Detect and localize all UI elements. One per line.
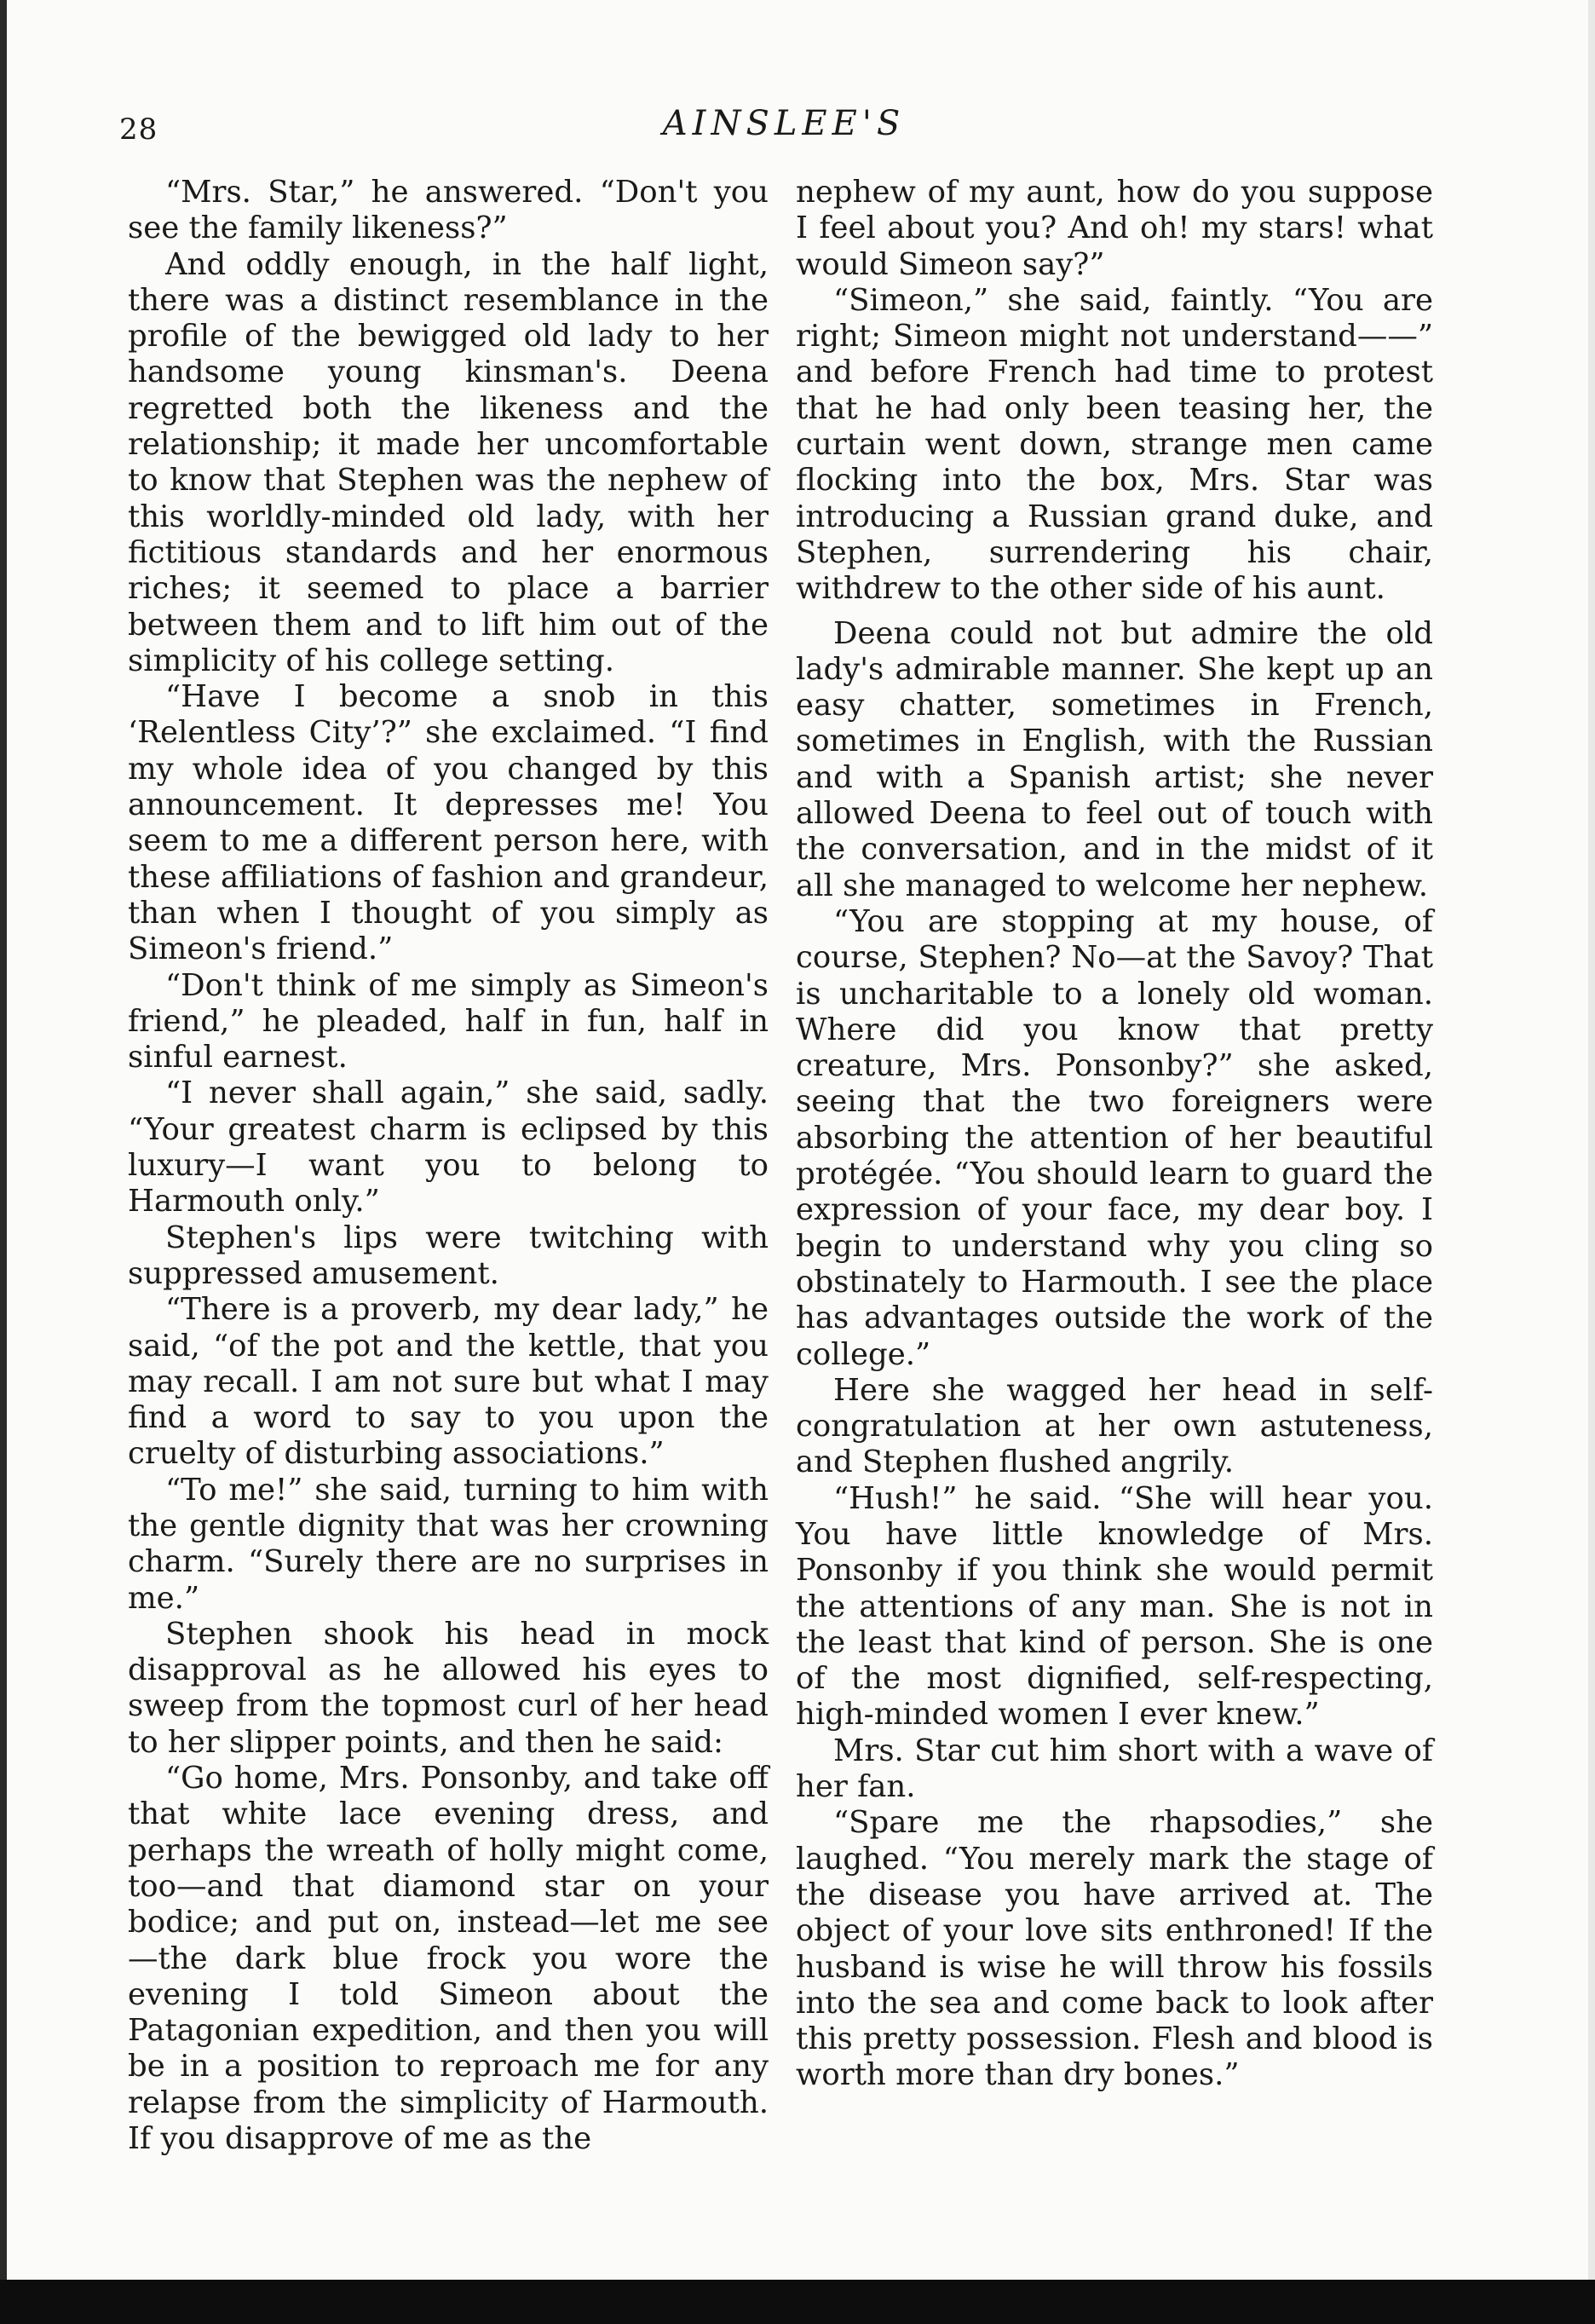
paragraph: Stephen's lips were twitching with suppressed amusement. [128,1220,769,1291]
right-column [796,175,1433,2094]
paragraph: “Simeon,” she said, faintly. “You are right; Simeon might not understand——” and before French had time to protest that he had only been teasing her, the curtain went down, strange men came flocking into the box, Mrs. Star was introducing a Russian grand duke, and Stephen, surrendering his chair, withdrew to the other side of his aunt. [796,282,1433,607]
running-head: AINSLEE'S [662,104,906,143]
paragraph: “I never shall again,” she said, sadly. “Your greatest charm is eclipsed by this luxury—I want you to belong to Harmouth only.” [128,1075,769,1220]
page-header [119,101,1448,152]
paragraph: “You are stopping at my house, of course, Stephen? No—at the Savoy? That is uncharitable to a lonely old woman. Where did you know that pretty creature, Mrs. Ponsonby?” she asked, seeing that the two foreigners were absorbing the attention of her beautiful protégée. “You should learn to guard the expression of your face, my dear boy. I begin to understand why you cling so obstinately to Harmouth. I see the place has advantages outside the work of the college.” [796,903,1433,1372]
left-column [128,175,769,2157]
paragraph: “Hush!” he said. “She will hear you. You have little knowledge of Mrs. Ponsonby if you think she would permit the attentions of any man. She is not in the least that kind of person. She is one of the most dignified, self-respecting, high-minded women I ever knew.” [796,1480,1433,1733]
page-left-edge [0,0,7,2324]
paragraph: “Have I become a snob in this ‘Relentless City’?” she exclaimed. “I find my whole idea of you changed by this announcement. It depresses me! You seem to me a different person here, with these affiliations of fashion and grandeur, than when I thought of you simply as Simeon's friend.” [128,679,769,967]
paragraph: “Mrs. Star,” he answered. “Don't you see the family likeness?” [128,175,769,246]
paragraph: “To me!” she said, turning to him with the gentle dignity that was her crowning charm. “Surely there are no surprises in me.” [128,1472,769,1616]
page-number: 28 [119,112,158,147]
page-right-edge [1588,0,1595,2324]
paragraph: And oddly enough, in the half light, there was a distinct resemblance in the profile of the bewigged old lady to her handsome young kinsman's. Deena regretted both the likeness and the relationship; it made her uncomfortable to know that Stephen was the nephew of this worldly-minded old lady, with her fictitious standards and her enormous riches; it seemed to place a barrier between them and to lift him out of the simplicity of his college setting. [128,246,769,678]
paragraph: “Spare me the rhapsodies,” she laughed. “You merely mark the stage of the disease you have arrived at. The object of your love sits enthroned! If the husband is wise he will throw his fossils into the sea and come back to look after this pretty possession. Flesh and blood is worth more than dry bones.” [796,1805,1433,2093]
paragraph: Mrs. Star cut him short with a wave of her fan. [796,1733,1433,1805]
paragraph: “Don't think of me simply as Simeon's friend,” he pleaded, half in fun, half in sinful earnest. [128,967,769,1075]
paragraph: Deena could not but admire the old lady's admirable manner. She kept up an easy chatter, sometimes in French, sometimes in English, with the Russian and with a Spanish artist; she never allowed Deena to feel out of touch with the conversation, and in the midst of it all she managed to welcome her nephew. [796,615,1433,903]
paragraph: “There is a proverb, my dear lady,” he said, “of the pot and the kettle, that you may recall. I am not sure but what I may find a word to say to you upon the cruelty of disturbing associations.” [128,1292,769,1472]
paragraph: nephew of my aunt, how do you suppose I feel about you? And oh! my stars! what would Simeon say?” [796,175,1433,282]
scan-bottom-edge [0,2280,1595,2324]
paragraph: Stephen shook his head in mock disapproval as he allowed his eyes to sweep from the topmost curl of her head to her slipper points, and then he said: [128,1616,769,1760]
paragraph: Here she wagged her head in self-congratulation at her own astuteness, and Stephen flushed angrily. [796,1372,1433,1480]
paragraph: “Go home, Mrs. Ponsonby, and take off that white lace evening dress, and perhaps the wreath of holly might come, too—and that diamond star on your bodice; and put on, instead—let me see —the dark blue frock you wore the evening I told Simeon about the Patagonian expedition, and then you will be in a position to reproach me for any relapse from the simplicity of Harmouth. If you disapprove of me as the [128,1761,769,2157]
